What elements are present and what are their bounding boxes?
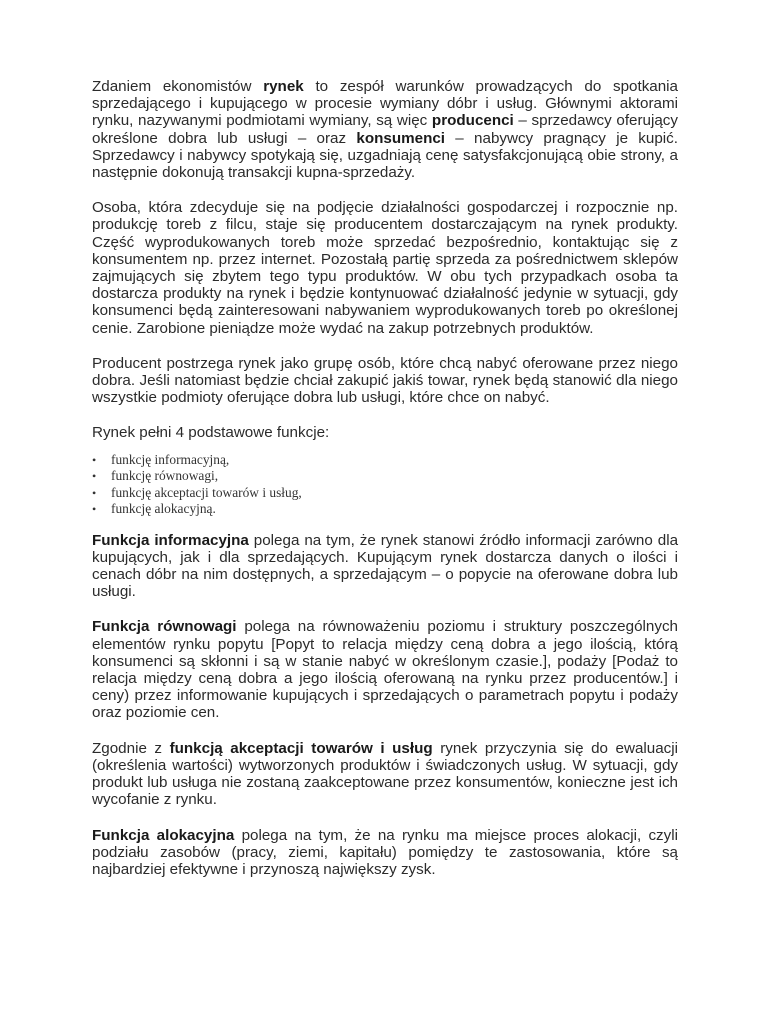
paragraph-acceptance-function: Zgodnie z funkcją akceptacji towarów i usług rynek przyczynia się do ewaluacji (określenia wartości) wytworzonych produktów i świadczonych usług. W sytuacji, gdy produkt lub usługa nie zostaną zaakceptowane przez konsumentów, konieczne jest ich wycofanie z rynku. [92,739,678,809]
paragraph-information-function: Funkcja informacyjna polega na tym, że rynek stanowi źródło informacji zarówno dla kupujących, jak i dla sprzedających. Kupującym rynek dostarcza danych o ilości i cenach dóbr na nim dostępnych, a sprzedającym – o popycie na oferowane dobra lub usługi. [92,531,679,601]
list-item: • funkcję równowagi, [111,468,678,485]
term-funkcja-alokacyjna: Funkcja alokacyjna [92,826,235,844]
document-page [92,78,678,896]
paragraph-allocation-function: Funkcja alokacyjna polega na tym, że na rynku ma miejsce proces alokacji, czyli podziału zasobów (pracy, ziemi, kapitału) pomiędzy te zastosowania, które są najbardziej efektywne i przynoszą największy zysk. [92,826,678,878]
paragraph-producer-perspective: Producent postrzega rynek jako grupę osób, które chcą nabyć oferowane przez niego dobra. Jeśli natomiast będzie chciał zakupić jakiś towar, rynek będą stanowić dla niego wszystkie podmioty oferujące dobra lub usługi, które chce on nabyć. [92,354,678,407]
list-item: • funkcję informacyjną, [111,452,678,469]
term-konsumenci: konsumenci [356,129,446,147]
paragraph-market-definition: Zdaniem ekonomistów rynek to zespół warunków prowadzących do spotkania sprzedającego i kupującego w procesie wymiany dóbr i usług. Głównymi aktorami rynku, nazywanymi podmiotami wymiany, są więc producenci – sprzedawcy oferujący określone dobra lub usługi – oraz konsumenci – nabywcy pragnący je kupić. Sprzedawcy i nabywcy spotykają się, uzgadniają cenę satysfakcjonującą obie strony, a następnie dokonują transakcji kupna-sprzedaży. [92,78,678,182]
paragraph-functions-intro: Rynek pełni 4 podstawowe funkcje: [92,424,330,442]
term-producenci: producenci [431,112,514,130]
list-item: • funkcję alokacyjną. [111,501,678,518]
list-item: • funkcję akceptacji towarów i usług, [111,485,678,502]
paragraph-equilibrium-function: Funkcja równowagi polega na równoważeniu poziomu i struktury poszczególnych elementów rynku popytu [Popyt to relacja między ceną dobra a jego ilością, którą konsumenci są skłonni i są w stanie nabyć w określonym czasie.], podaży [Podaż to relacja między ceną dobra a jego ilością oferowaną na rynku przez producentów.] i ceny) przez informowanie kupujących i sprzedających o parametrach popytu i podaży oraz poziomie cen. [92,618,678,722]
term-funkcja-akceptacji: funkcją akceptacji towarów i usług [169,739,433,757]
term-rynek: rynek [263,78,304,95]
paragraph-producer-example: Osoba, która zdecyduje się na podjęcie działalności gospodarczej i rozpocznie np. produkcję toreb z filcu, staje się producentem dostarczającym na rynek produkty. Część wyprodukowanych toreb może sprzedać bezpośrednio, kontaktując się z konsumentem np. przez internet. Pozostałą partię sprzeda za pośrednictwem sklepów zajmujących się zbytem tego typu produktów. W obu tych przypadkach osoba ta dostarcza produkty na rynek i będzie kontynuować działalność jedynie w sytuacji, gdy konsumenci będą zainteresowani nabywaniem wyprodukowanych toreb po określonej cenie. Zarobione pieniądze może wydać na zakup potrzebnych produktów. [92,199,678,337]
functions-list [92,452,678,518]
term-funkcja-informacyjna: Funkcja informacyjna [92,531,249,549]
term-funkcja-rownowagi: Funkcja równowagi [92,618,237,636]
